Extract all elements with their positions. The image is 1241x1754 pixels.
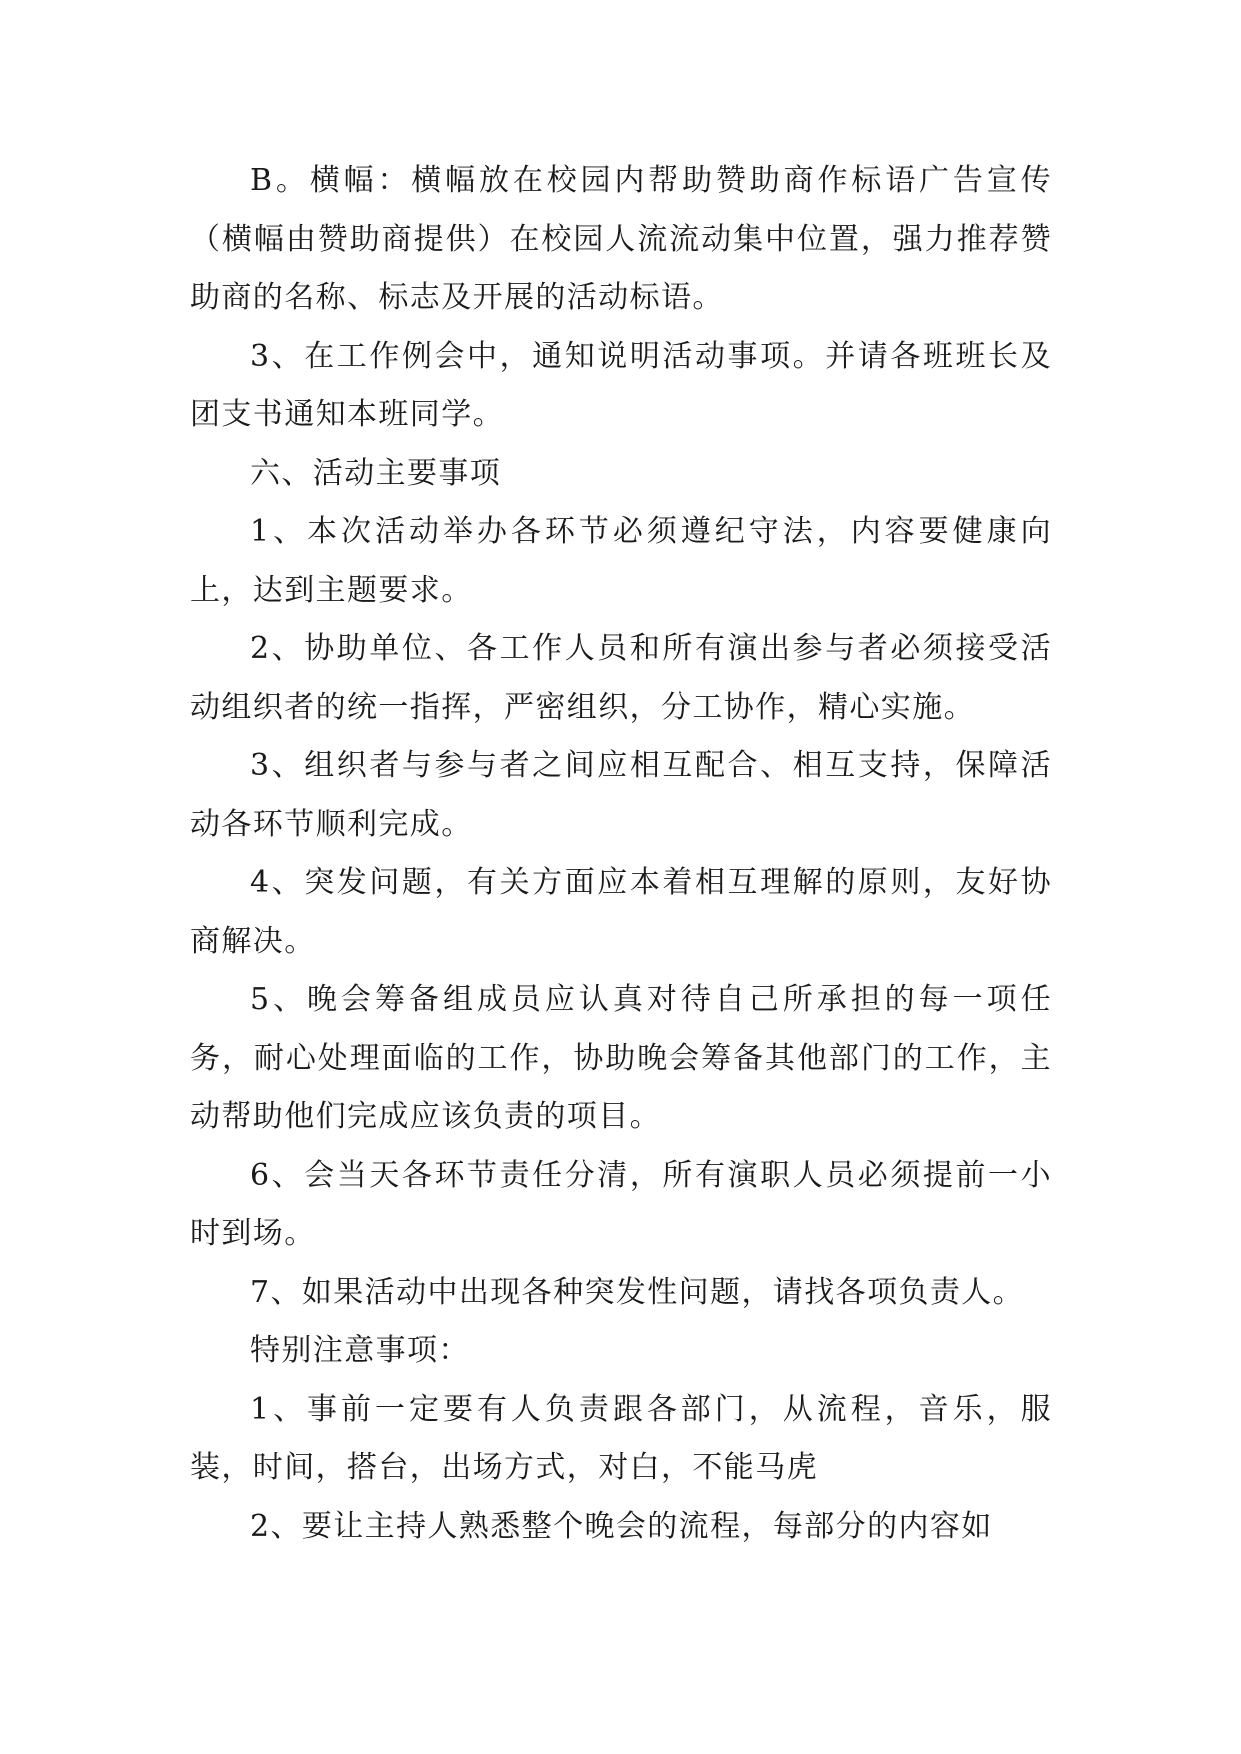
paragraph-item-7: 7、如果活动中出现各种突发性问题，请找各项负责人。 — [250, 1274, 1025, 1310]
section-heading-activity-matters: 六、活动主要事项 — [250, 455, 502, 491]
paragraph-note-2: 2、要让主持人熟悉整个晚会的流程，每部分的内容如 — [250, 1508, 993, 1544]
paragraph-item-6: 6、会当天各环节责任分清，所有演职人员必须提前一小时到场。 — [190, 1157, 1052, 1251]
paragraph-note-1: 1、事前一定要有人负责跟各部门，从流程，音乐，服装，时间，搭台，出场方式，对白，不能马虎 — [190, 1391, 1052, 1485]
section-heading-special-notes: 特别注意事项： — [250, 1333, 470, 1368]
paragraph-banner: B。横幅：横幅放在校园内帮助赞助商作标语广告宣传（横幅由赞助商提供）在校园人流流动集中位置，强力推荐赞助商的名称、标志及开展的活动标语。 — [190, 163, 1052, 315]
paragraph-work-meeting: 3、在工作例会中，通知说明活动事项。并请各班班长及团支书通知本班同学。 — [190, 338, 1052, 432]
paragraph-item-2: 2、协助单位、各工作人员和所有演出参与者必须接受活动组织者的统一指挥，严密组织，分工协作，精心实施。 — [190, 631, 1052, 725]
paragraph-item-4: 4、突发问题，有关方面应本着相互理解的原则，友好协商解决。 — [190, 865, 1052, 959]
document-body — [190, 152, 1052, 1556]
paragraph-item-3: 3、组织者与参与者之间应相互配合、相互支持，保障活动各环节顺利完成。 — [190, 748, 1052, 842]
paragraph-item-1: 1、本次活动举办各环节必须遵纪守法，内容要健康向上，达到主题要求。 — [190, 514, 1052, 608]
paragraph-item-5: 5、晚会筹备组成员应认真对待自己所承担的每一项任务，耐心处理面临的工作，协助晚会筹备其他部门的工作，主动帮助他们完成应该负责的项目。 — [190, 982, 1052, 1134]
